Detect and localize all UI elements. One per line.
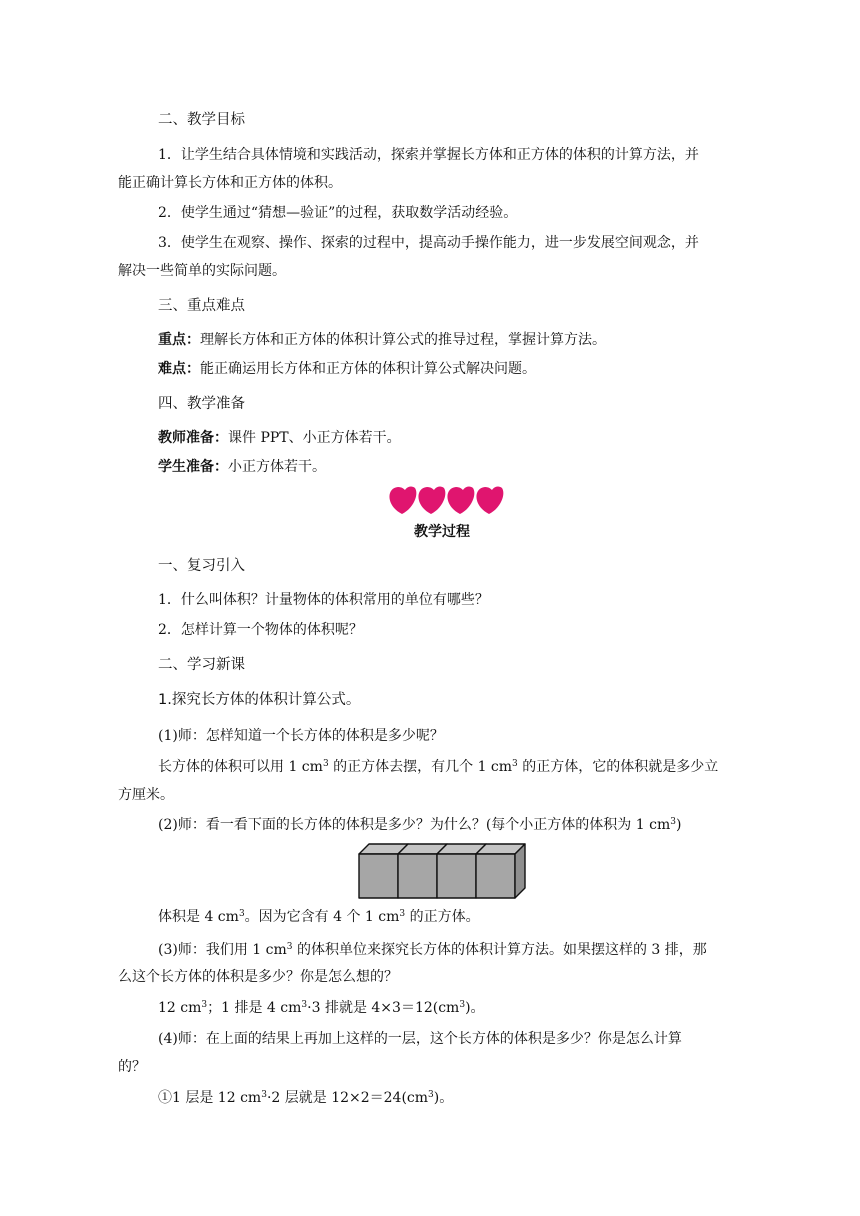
paragraph-5-part-b: 的体积单位来探究长方体的体积计算方法。如果摆这样的 3 排，那 [292, 942, 707, 958]
paragraph-3-part-b: ) [675, 817, 682, 833]
review-question-2: 2．怎样计算一个物体的体积呢？ [158, 622, 363, 638]
heart-icon [476, 487, 503, 514]
paragraph-4-part-c: 的正方体。 [405, 909, 480, 925]
paragraph-6-part-c: ·3 排就是 4×3＝12(cm [307, 1000, 460, 1016]
paragraph-1: (1)师：怎样知道一个长方体的体积是多少呢？ [158, 728, 444, 744]
teacher-preparation [158, 428, 401, 448]
paragraph-8-part-c: )。 [433, 1090, 454, 1106]
unit-cube-front [359, 854, 398, 898]
student-preparation-text: 小正方体若干。 [228, 459, 326, 475]
objective-1-line-2: 能正确计算长方体和正方体的体积。 [118, 175, 342, 191]
key-point [158, 330, 606, 350]
paragraph-4 [158, 907, 480, 927]
heart-icon [418, 487, 445, 514]
section-heading-new-lesson: 二、学习新课 [158, 657, 245, 673]
paragraph-2-part-b: 的正方体去摆，有几个 1 cm [328, 759, 513, 775]
objective-1-line-1: 1．让学生结合具体情境和实践活动，探索并掌握长方体和正方体的体积的计算方法，并 [158, 147, 699, 163]
superscript: 3 [459, 1000, 466, 1010]
heart-icon [447, 487, 474, 514]
paragraph-2-part-a: 长方体的体积可以用 1 cm [158, 759, 323, 775]
paragraph-3 [158, 815, 681, 835]
superscript: 3 [286, 942, 293, 952]
superscript: 3 [201, 1000, 208, 1010]
section-heading-objectives: 二、教学目标 [158, 112, 245, 128]
cuboid-side-face [515, 844, 525, 898]
decorative-hearts-icon [388, 484, 504, 516]
superscript: 3 [301, 1000, 308, 1010]
section-heading-key-points: 三、重点难点 [158, 298, 245, 314]
paragraph-4-part-b: 。因为它含有 4 个 1 cm [244, 909, 400, 925]
superscript: 3 [428, 1090, 434, 1100]
cuboid-figure [357, 842, 533, 902]
paragraph-8-part-b: ·2 层就是 12×2＝24(cm [266, 1090, 429, 1106]
paragraph-6 [158, 998, 485, 1018]
superscript: 3 [261, 1090, 267, 1100]
paragraph-4-part-a: 体积是 4 cm [158, 909, 239, 925]
paragraph-6-part-a: 12 cm [158, 1000, 202, 1016]
difficult-point [158, 359, 536, 379]
key-point-text: 理解长方体和正方体的体积计算公式的推导过程，掌握计算方法。 [200, 332, 606, 348]
unit-cube-front [476, 854, 515, 898]
paragraph-8-part-a: ①1 层是 12 cm [158, 1090, 262, 1106]
paragraph-3-part-a: (2)师：看一看下面的长方体的体积是多少？为什么？(每个小正方体的体积为 1 cm [158, 817, 671, 833]
teacher-preparation-label: 教师准备： [158, 430, 228, 446]
paragraph-6-part-b: ；1 排是 4 cm [207, 1000, 302, 1016]
paragraph-5-line-2: 么这个长方体的体积是多少？你是怎么想的？ [118, 969, 398, 985]
difficult-point-text: 能正确运用长方体和正方体的体积计算公式解决问题。 [200, 361, 536, 377]
objective-3-line-2: 解决一些简单的实际问题。 [118, 263, 286, 279]
difficult-point-label: 难点： [158, 361, 200, 377]
paragraph-2-part-c: 的正方体，它的体积就是多少立 [517, 759, 719, 775]
heart-icon [389, 487, 416, 514]
superscript: 3 [238, 909, 245, 919]
superscript: 3 [399, 909, 406, 919]
subsection-title: 1.探究长方体的体积计算公式。 [158, 692, 361, 708]
objective-2: 2．使学生通过“猜想—验证”的过程，获取数学活动经验。 [158, 205, 518, 221]
teacher-preparation-text: 课件 PPT、小正方体若干。 [228, 430, 401, 446]
key-point-label: 重点： [158, 332, 200, 348]
unit-cube-front [437, 854, 476, 898]
objective-3-line-1: 3．使学生在观察、操作、探索的过程中，提高动手操作能力，进一步发展空间观念，并 [158, 235, 699, 251]
unit-cube-front [398, 854, 437, 898]
superscript: 3 [512, 759, 518, 769]
superscript: 3 [322, 759, 329, 769]
paragraph-8 [158, 1088, 453, 1108]
paragraph-2-line-2: 方厘米。 [118, 787, 174, 803]
section-heading-preparation: 四、教学准备 [158, 396, 245, 412]
paragraph-5-line-1 [158, 940, 707, 960]
review-question-1: 1．什么叫体积？计量物体的体积常用的单位有哪些？ [158, 592, 489, 608]
paragraph-7-line-2: 的？ [118, 1059, 146, 1075]
student-preparation-label: 学生准备： [158, 459, 228, 475]
superscript: 3 [670, 817, 676, 827]
process-title: 教学过程 [414, 524, 470, 540]
paragraph-5-part-a: (3)师：我们用 1 cm [158, 942, 287, 958]
paragraph-6-part-d: )。 [465, 1000, 485, 1016]
student-preparation [158, 457, 326, 477]
paragraph-7-line-1: (4)师：在上面的结果上再加上这样的一层，这个长方体的体积是多少？你是怎么计算 [158, 1031, 682, 1047]
section-heading-review: 一、复习引入 [158, 558, 245, 574]
paragraph-2-line-1 [158, 757, 718, 777]
